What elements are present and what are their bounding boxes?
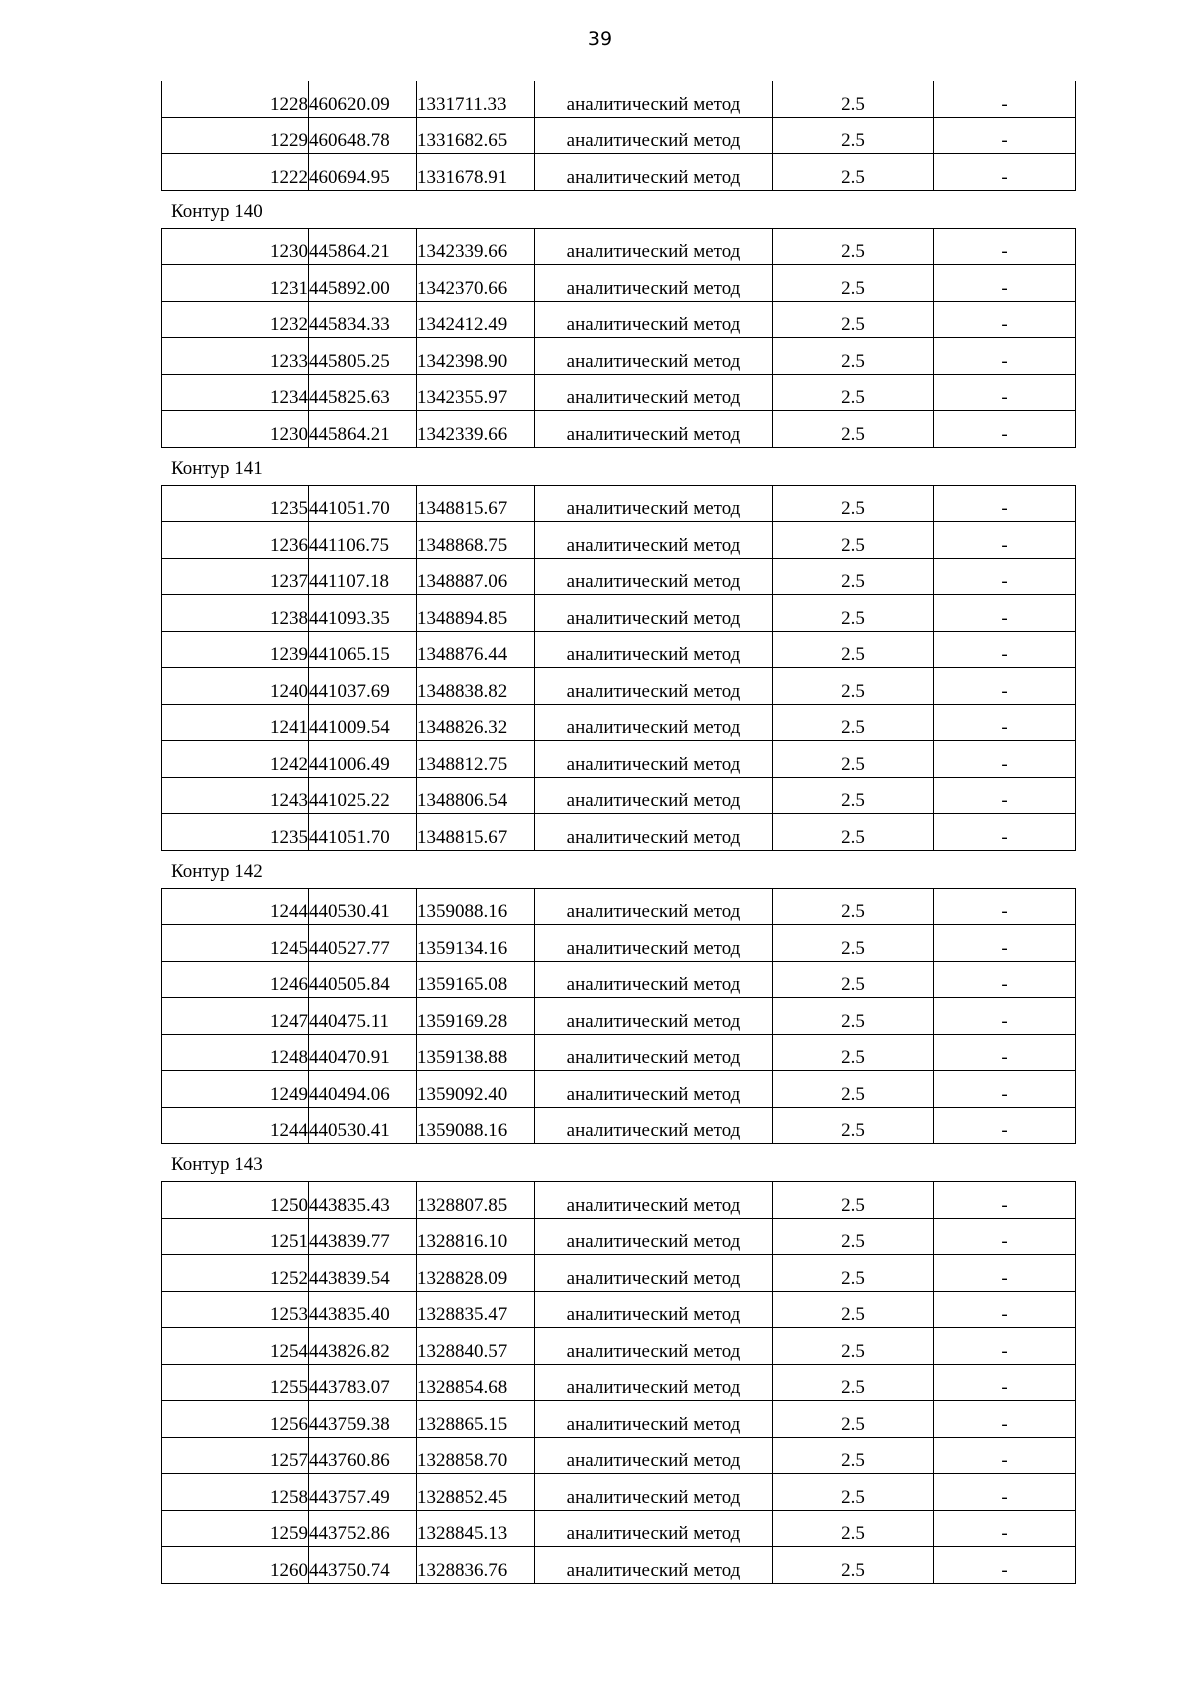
table-row xyxy=(162,925,1076,962)
method-cell: аналитический метод xyxy=(535,998,773,1035)
table-row xyxy=(162,1107,1076,1144)
table-row xyxy=(162,961,1076,998)
y-coordinate-cell: 1342398.90 xyxy=(417,338,535,375)
point-number-cell: 1254 xyxy=(162,1328,309,1365)
y-coordinate-cell: 1328816.10 xyxy=(417,1218,535,1255)
note-cell: - xyxy=(934,1510,1076,1547)
note-cell: - xyxy=(934,411,1076,448)
note-cell: - xyxy=(934,117,1076,154)
method-cell: аналитический метод xyxy=(535,154,773,191)
point-number-cell: 1235 xyxy=(162,814,309,851)
method-cell: аналитический метод xyxy=(535,265,773,302)
method-cell: аналитический метод xyxy=(535,81,773,117)
y-coordinate-cell: 1348876.44 xyxy=(417,631,535,668)
y-coordinate-cell: 1348826.32 xyxy=(417,704,535,741)
coordinates-table xyxy=(161,1181,1076,1584)
accuracy-cell: 2.5 xyxy=(773,1107,934,1144)
note-cell: - xyxy=(934,154,1076,191)
point-number-cell: 1237 xyxy=(162,558,309,595)
point-number-cell: 1256 xyxy=(162,1401,309,1438)
x-coordinate-cell: 440530.41 xyxy=(309,1107,417,1144)
point-number-cell: 1240 xyxy=(162,668,309,705)
point-number-cell: 1239 xyxy=(162,631,309,668)
y-coordinate-cell: 1328858.70 xyxy=(417,1437,535,1474)
y-coordinate-cell: 1348812.75 xyxy=(417,741,535,778)
y-coordinate-cell: 1342339.66 xyxy=(417,411,535,448)
point-number-cell: 1235 xyxy=(162,485,309,522)
note-cell: - xyxy=(934,1328,1076,1365)
accuracy-cell: 2.5 xyxy=(773,338,934,375)
method-cell: аналитический метод xyxy=(535,1510,773,1547)
point-number-cell: 1260 xyxy=(162,1547,309,1584)
note-cell: - xyxy=(934,1474,1076,1511)
point-number-cell: 1234 xyxy=(162,374,309,411)
contour-title: Контур 140 xyxy=(171,200,263,222)
x-coordinate-cell: 445864.21 xyxy=(309,411,417,448)
table-row xyxy=(162,338,1076,375)
y-coordinate-cell: 1328854.68 xyxy=(417,1364,535,1401)
accuracy-cell: 2.5 xyxy=(773,154,934,191)
table-row xyxy=(162,1182,1076,1219)
table-row xyxy=(162,411,1076,448)
y-coordinate-cell: 1328807.85 xyxy=(417,1182,535,1219)
method-cell: аналитический метод xyxy=(535,522,773,559)
point-number-cell: 1248 xyxy=(162,1034,309,1071)
x-coordinate-cell: 440505.84 xyxy=(309,961,417,998)
contour-title: Контур 143 xyxy=(171,1154,263,1175)
method-cell: аналитический метод xyxy=(535,411,773,448)
coordinates-table xyxy=(161,888,1076,1145)
table-row xyxy=(162,1510,1076,1547)
accuracy-cell: 2.5 xyxy=(773,1364,934,1401)
x-coordinate-cell: 443759.38 xyxy=(309,1401,417,1438)
note-cell: - xyxy=(934,668,1076,705)
note-cell: - xyxy=(934,1291,1076,1328)
y-coordinate-cell: 1348887.06 xyxy=(417,558,535,595)
accuracy-cell: 2.5 xyxy=(773,522,934,559)
note-cell: - xyxy=(934,814,1076,851)
x-coordinate-cell: 443839.77 xyxy=(309,1218,417,1255)
note-cell: - xyxy=(934,265,1076,302)
point-number-cell: 1230 xyxy=(162,228,309,265)
x-coordinate-cell: 443757.49 xyxy=(309,1474,417,1511)
method-cell: аналитический метод xyxy=(535,961,773,998)
note-cell: - xyxy=(934,558,1076,595)
point-number-cell: 1253 xyxy=(162,1291,309,1328)
accuracy-cell: 2.5 xyxy=(773,998,934,1035)
note-cell: - xyxy=(934,1547,1076,1584)
point-number-cell: 1222 xyxy=(162,154,309,191)
accuracy-cell: 2.5 xyxy=(773,925,934,962)
y-coordinate-cell: 1359088.16 xyxy=(417,1107,535,1144)
table-row xyxy=(162,374,1076,411)
point-number-cell: 1246 xyxy=(162,961,309,998)
y-coordinate-cell: 1328828.09 xyxy=(417,1255,535,1292)
x-coordinate-cell: 445892.00 xyxy=(309,265,417,302)
x-coordinate-cell: 440470.91 xyxy=(309,1034,417,1071)
x-coordinate-cell: 445834.33 xyxy=(309,301,417,338)
table-row xyxy=(162,522,1076,559)
table-row xyxy=(162,1328,1076,1365)
x-coordinate-cell: 441025.22 xyxy=(309,777,417,814)
y-coordinate-cell: 1328865.15 xyxy=(417,1401,535,1438)
accuracy-cell: 2.5 xyxy=(773,558,934,595)
y-coordinate-cell: 1328852.45 xyxy=(417,1474,535,1511)
accuracy-cell: 2.5 xyxy=(773,1547,934,1584)
point-number-cell: 1258 xyxy=(162,1474,309,1511)
y-coordinate-cell: 1342355.97 xyxy=(417,374,535,411)
y-coordinate-cell: 1328840.57 xyxy=(417,1328,535,1365)
y-coordinate-cell: 1359138.88 xyxy=(417,1034,535,1071)
note-cell: - xyxy=(934,1218,1076,1255)
y-coordinate-cell: 1348815.67 xyxy=(417,485,535,522)
accuracy-cell: 2.5 xyxy=(773,1218,934,1255)
point-number-cell: 1228 xyxy=(162,81,309,117)
accuracy-cell: 2.5 xyxy=(773,485,934,522)
note-cell: - xyxy=(934,925,1076,962)
table-row xyxy=(162,1218,1076,1255)
method-cell: аналитический метод xyxy=(535,888,773,925)
table-row xyxy=(162,814,1076,851)
y-coordinate-cell: 1328845.13 xyxy=(417,1510,535,1547)
accuracy-cell: 2.5 xyxy=(773,741,934,778)
y-coordinate-cell: 1359165.08 xyxy=(417,961,535,998)
method-cell: аналитический метод xyxy=(535,1437,773,1474)
point-number-cell: 1243 xyxy=(162,777,309,814)
x-coordinate-cell: 443835.43 xyxy=(309,1182,417,1219)
contour-title: Контур 141 xyxy=(171,457,263,479)
note-cell: - xyxy=(934,1401,1076,1438)
note-cell: - xyxy=(934,1182,1076,1219)
accuracy-cell: 2.5 xyxy=(773,1071,934,1108)
method-cell: аналитический метод xyxy=(535,631,773,668)
method-cell: аналитический метод xyxy=(535,374,773,411)
accuracy-cell: 2.5 xyxy=(773,1510,934,1547)
x-coordinate-cell: 460620.09 xyxy=(309,81,417,117)
table-row xyxy=(162,668,1076,705)
note-cell: - xyxy=(934,704,1076,741)
accuracy-cell: 2.5 xyxy=(773,631,934,668)
method-cell: аналитический метод xyxy=(535,1474,773,1511)
x-coordinate-cell: 441051.70 xyxy=(309,814,417,851)
method-cell: аналитический метод xyxy=(535,1291,773,1328)
y-coordinate-cell: 1348838.82 xyxy=(417,668,535,705)
y-coordinate-cell: 1342412.49 xyxy=(417,301,535,338)
accuracy-cell: 2.5 xyxy=(773,1328,934,1365)
method-cell: аналитический метод xyxy=(535,301,773,338)
method-cell: аналитический метод xyxy=(535,704,773,741)
x-coordinate-cell: 443760.86 xyxy=(309,1437,417,1474)
table-row xyxy=(162,1034,1076,1071)
accuracy-cell: 2.5 xyxy=(773,595,934,632)
x-coordinate-cell: 441093.35 xyxy=(309,595,417,632)
accuracy-cell: 2.5 xyxy=(773,1401,934,1438)
note-cell: - xyxy=(934,1071,1076,1108)
x-coordinate-cell: 443835.40 xyxy=(309,1291,417,1328)
point-number-cell: 1229 xyxy=(162,117,309,154)
method-cell: аналитический метод xyxy=(535,741,773,778)
accuracy-cell: 2.5 xyxy=(773,814,934,851)
point-number-cell: 1250 xyxy=(162,1182,309,1219)
method-cell: аналитический метод xyxy=(535,814,773,851)
y-coordinate-cell: 1348894.85 xyxy=(417,595,535,632)
point-number-cell: 1238 xyxy=(162,595,309,632)
y-coordinate-cell: 1359134.16 xyxy=(417,925,535,962)
x-coordinate-cell: 440527.77 xyxy=(309,925,417,962)
accuracy-cell: 2.5 xyxy=(773,1437,934,1474)
x-coordinate-cell: 443750.74 xyxy=(309,1547,417,1584)
point-number-cell: 1230 xyxy=(162,411,309,448)
y-coordinate-cell: 1331678.91 xyxy=(417,154,535,191)
x-coordinate-cell: 441009.54 xyxy=(309,704,417,741)
note-cell: - xyxy=(934,81,1076,117)
table-row xyxy=(162,998,1076,1035)
note-cell: - xyxy=(934,1107,1076,1144)
contour-title: Контур 142 xyxy=(171,860,263,882)
coordinates-table xyxy=(161,228,1076,448)
method-cell: аналитический метод xyxy=(535,1547,773,1584)
y-coordinate-cell: 1328836.76 xyxy=(417,1547,535,1584)
note-cell: - xyxy=(934,374,1076,411)
method-cell: аналитический метод xyxy=(535,1182,773,1219)
accuracy-cell: 2.5 xyxy=(773,117,934,154)
point-number-cell: 1252 xyxy=(162,1255,309,1292)
coordinates-table xyxy=(161,485,1076,851)
method-cell: аналитический метод xyxy=(535,117,773,154)
accuracy-cell: 2.5 xyxy=(773,265,934,302)
accuracy-cell: 2.5 xyxy=(773,301,934,338)
note-cell: - xyxy=(934,998,1076,1035)
table-row xyxy=(162,1255,1076,1292)
y-coordinate-cell: 1342370.66 xyxy=(417,265,535,302)
coordinates-table xyxy=(161,81,1076,191)
method-cell: аналитический метод xyxy=(535,1034,773,1071)
table-row xyxy=(162,888,1076,925)
table-row xyxy=(162,117,1076,154)
method-cell: аналитический метод xyxy=(535,925,773,962)
table-row xyxy=(162,741,1076,778)
point-number-cell: 1257 xyxy=(162,1437,309,1474)
accuracy-cell: 2.5 xyxy=(773,777,934,814)
method-cell: аналитический метод xyxy=(535,1255,773,1292)
note-cell: - xyxy=(934,228,1076,265)
method-cell: аналитический метод xyxy=(535,1218,773,1255)
y-coordinate-cell: 1328835.47 xyxy=(417,1291,535,1328)
x-coordinate-cell: 443826.82 xyxy=(309,1328,417,1365)
note-cell: - xyxy=(934,961,1076,998)
table-row xyxy=(162,1364,1076,1401)
table-row xyxy=(162,558,1076,595)
accuracy-cell: 2.5 xyxy=(773,228,934,265)
point-number-cell: 1244 xyxy=(162,1107,309,1144)
note-cell: - xyxy=(934,485,1076,522)
point-number-cell: 1259 xyxy=(162,1510,309,1547)
accuracy-cell: 2.5 xyxy=(773,1291,934,1328)
method-cell: аналитический метод xyxy=(535,1071,773,1108)
table-row xyxy=(162,704,1076,741)
method-cell: аналитический метод xyxy=(535,1401,773,1438)
x-coordinate-cell: 441107.18 xyxy=(309,558,417,595)
accuracy-cell: 2.5 xyxy=(773,411,934,448)
method-cell: аналитический метод xyxy=(535,1328,773,1365)
method-cell: аналитический метод xyxy=(535,558,773,595)
point-number-cell: 1244 xyxy=(162,888,309,925)
y-coordinate-cell: 1359088.16 xyxy=(417,888,535,925)
x-coordinate-cell: 440475.11 xyxy=(309,998,417,1035)
y-coordinate-cell: 1331682.65 xyxy=(417,117,535,154)
note-cell: - xyxy=(934,595,1076,632)
x-coordinate-cell: 445805.25 xyxy=(309,338,417,375)
y-coordinate-cell: 1348868.75 xyxy=(417,522,535,559)
page-number: 39 xyxy=(587,28,613,50)
x-coordinate-cell: 441065.15 xyxy=(309,631,417,668)
point-number-cell: 1251 xyxy=(162,1218,309,1255)
table-row xyxy=(162,81,1076,117)
x-coordinate-cell: 460648.78 xyxy=(309,117,417,154)
accuracy-cell: 2.5 xyxy=(773,704,934,741)
x-coordinate-cell: 443783.07 xyxy=(309,1364,417,1401)
point-number-cell: 1245 xyxy=(162,925,309,962)
table-row xyxy=(162,595,1076,632)
note-cell: - xyxy=(934,1255,1076,1292)
method-cell: аналитический метод xyxy=(535,485,773,522)
note-cell: - xyxy=(934,522,1076,559)
method-cell: аналитический метод xyxy=(535,1364,773,1401)
y-coordinate-cell: 1342339.66 xyxy=(417,228,535,265)
accuracy-cell: 2.5 xyxy=(773,668,934,705)
table-row xyxy=(162,154,1076,191)
point-number-cell: 1247 xyxy=(162,998,309,1035)
table-row xyxy=(162,777,1076,814)
note-cell: - xyxy=(934,777,1076,814)
x-coordinate-cell: 460694.95 xyxy=(309,154,417,191)
table-row xyxy=(162,1474,1076,1511)
point-number-cell: 1242 xyxy=(162,741,309,778)
y-coordinate-cell: 1359092.40 xyxy=(417,1071,535,1108)
table-row xyxy=(162,1071,1076,1108)
point-number-cell: 1231 xyxy=(162,265,309,302)
point-number-cell: 1232 xyxy=(162,301,309,338)
table-row xyxy=(162,1437,1076,1474)
x-coordinate-cell: 445864.21 xyxy=(309,228,417,265)
accuracy-cell: 2.5 xyxy=(773,374,934,411)
x-coordinate-cell: 441051.70 xyxy=(309,485,417,522)
table-row xyxy=(162,301,1076,338)
y-coordinate-cell: 1348815.67 xyxy=(417,814,535,851)
accuracy-cell: 2.5 xyxy=(773,961,934,998)
accuracy-cell: 2.5 xyxy=(773,888,934,925)
note-cell: - xyxy=(934,741,1076,778)
method-cell: аналитический метод xyxy=(535,228,773,265)
method-cell: аналитический метод xyxy=(535,595,773,632)
table-row xyxy=(162,228,1076,265)
note-cell: - xyxy=(934,1364,1076,1401)
note-cell: - xyxy=(934,1437,1076,1474)
accuracy-cell: 2.5 xyxy=(773,1034,934,1071)
note-cell: - xyxy=(934,631,1076,668)
table-row xyxy=(162,1291,1076,1328)
accuracy-cell: 2.5 xyxy=(773,81,934,117)
x-coordinate-cell: 445825.63 xyxy=(309,374,417,411)
accuracy-cell: 2.5 xyxy=(773,1255,934,1292)
point-number-cell: 1241 xyxy=(162,704,309,741)
y-coordinate-cell: 1348806.54 xyxy=(417,777,535,814)
point-number-cell: 1233 xyxy=(162,338,309,375)
x-coordinate-cell: 441006.49 xyxy=(309,741,417,778)
method-cell: аналитический метод xyxy=(535,1107,773,1144)
x-coordinate-cell: 440494.06 xyxy=(309,1071,417,1108)
x-coordinate-cell: 443752.86 xyxy=(309,1510,417,1547)
y-coordinate-cell: 1359169.28 xyxy=(417,998,535,1035)
method-cell: аналитический метод xyxy=(535,777,773,814)
table-row xyxy=(162,485,1076,522)
table-row xyxy=(162,631,1076,668)
x-coordinate-cell: 441037.69 xyxy=(309,668,417,705)
x-coordinate-cell: 443839.54 xyxy=(309,1255,417,1292)
y-coordinate-cell: 1331711.33 xyxy=(417,81,535,117)
note-cell: - xyxy=(934,1034,1076,1071)
note-cell: - xyxy=(934,888,1076,925)
accuracy-cell: 2.5 xyxy=(773,1182,934,1219)
method-cell: аналитический метод xyxy=(535,668,773,705)
accuracy-cell: 2.5 xyxy=(773,1474,934,1511)
point-number-cell: 1236 xyxy=(162,522,309,559)
coordinates-document xyxy=(161,81,1075,1584)
table-row xyxy=(162,265,1076,302)
point-number-cell: 1249 xyxy=(162,1071,309,1108)
method-cell: аналитический метод xyxy=(535,338,773,375)
note-cell: - xyxy=(934,301,1076,338)
point-number-cell: 1255 xyxy=(162,1364,309,1401)
table-row xyxy=(162,1401,1076,1438)
note-cell: - xyxy=(934,338,1076,375)
x-coordinate-cell: 440530.41 xyxy=(309,888,417,925)
x-coordinate-cell: 441106.75 xyxy=(309,522,417,559)
table-row xyxy=(162,1547,1076,1584)
